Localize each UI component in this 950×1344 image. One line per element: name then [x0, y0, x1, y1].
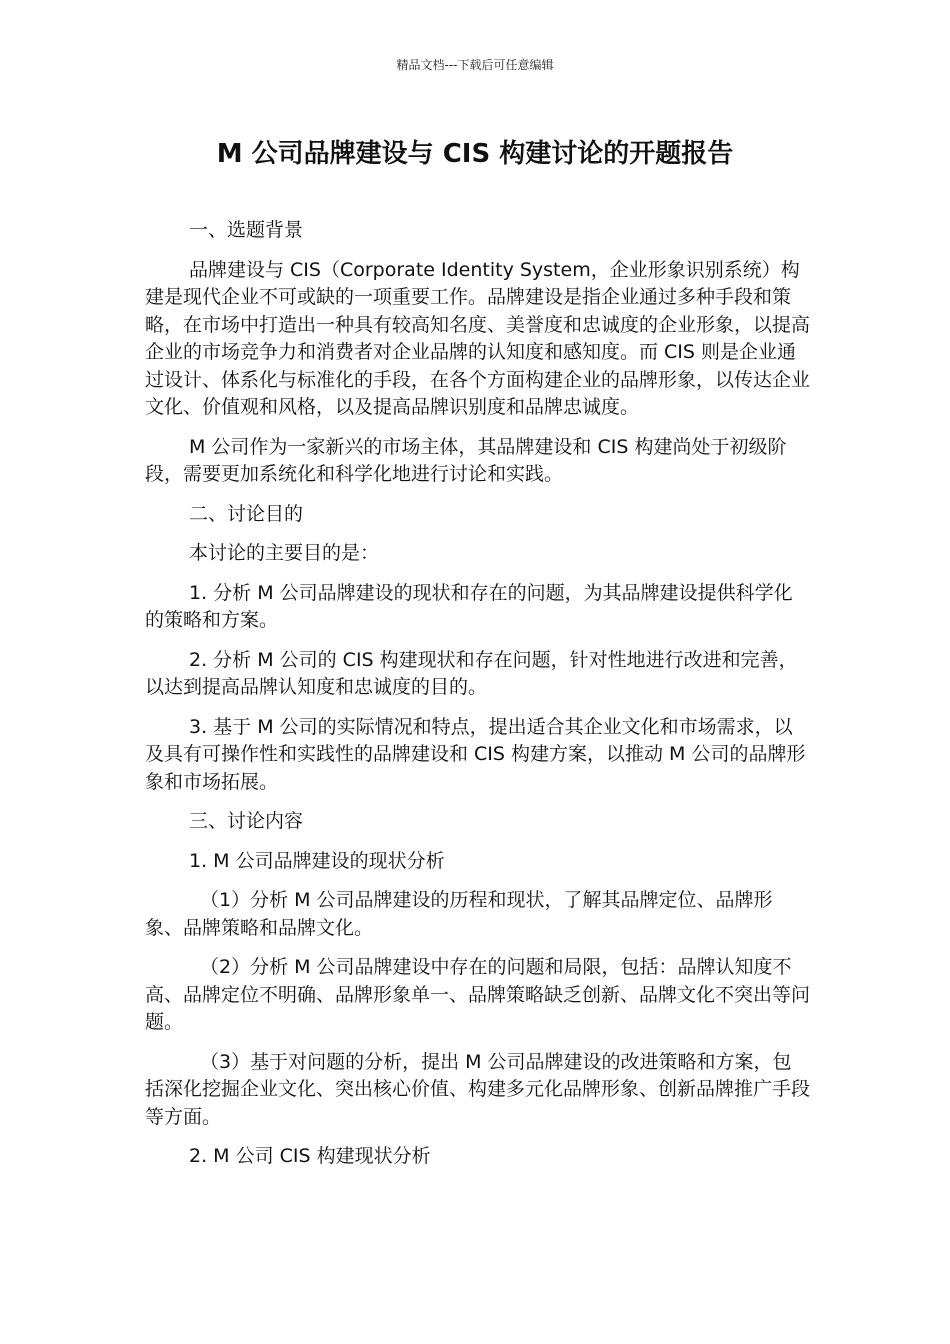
- purpose-item-1: 1. 分析 M 公司品牌建设的现状和存在的问题，为其品牌建设提供科学化的策略和方案。: [145, 581, 793, 631]
- document-body: [145, 217, 810, 1183]
- paragraph-background-intro: 品牌建设与 CIS（Corporate Identity System，企业形象识别系统）构建是现代企业不可或缺的一项重要工作。品牌建设是指企业通过多种手段和策略，在市场中打造出一种具有较高知名度、美誉度和忠诚度的企业形象，以提高企业的市场竞争力和消费者对企业品牌的认知度和感知度。而 CIS 则是企业通过设计、体系化与标准化的手段，在各个方面构建企业的品牌形象，以传达企业文化、价值观和风格，以及提高品牌识别度和品牌忠诚度。: [145, 258, 811, 418]
- paragraph-purpose-lead: 本讨论的主要目的是：: [189, 542, 380, 564]
- content-subitem-2: （2）分析 M 公司品牌建设中存在的问题和局限，包括：品牌认知度不高、品牌定位不明确、品牌形象单一、品牌策略缺乏创新、品牌文化不突出等问题。: [145, 956, 811, 1033]
- section-heading-content: 三、讨论内容: [189, 810, 304, 832]
- section-heading-background: 一、选题背景: [189, 219, 304, 241]
- purpose-item-2: 2. 分析 M 公司的 CIS 构建现状和存在问题，针对性地进行改进和完善，以达到提高品牌认知度和忠诚度的目的。: [145, 648, 798, 698]
- content-item-2-heading: 2. M 公司 CIS 构建现状分析: [189, 1145, 431, 1167]
- content-subitem-3: （3）基于对问题的分析，提出 M 公司品牌建设的改进策略和方案，包括深化挖掘企业文化、突出核心价值、构建多元化品牌形象、创新品牌推广手段等方面。: [145, 1050, 811, 1128]
- purpose-item-3: 3. 基于 M 公司的实际情况和特点，提出适合其企业文化和市场需求，以及具有可操作性和实践性的品牌建设和 CIS 构建方案，以推动 M 公司的品牌形象和市场拓展。: [145, 715, 806, 793]
- content-subitem-1: （1）分析 M 公司品牌建设的历程和现状，了解其品牌定位、品牌形象、品牌策略和品牌文化。: [145, 889, 773, 939]
- document-title: M 公司品牌建设与 CIS 构建讨论的开题报告: [216, 139, 734, 169]
- content-item-1-heading: 1. M 公司品牌建设的现状分析: [189, 849, 445, 872]
- page-header-note: 精品文档---下载后可任意编辑: [396, 58, 554, 72]
- paragraph-company-status: M 公司作为一家新兴的市场主体，其品牌建设和 CIS 构建尚处于初级阶段，需要更加系统化和科学化地进行讨论和实践。: [145, 435, 787, 485]
- section-heading-purpose: 二、讨论目的: [189, 502, 304, 525]
